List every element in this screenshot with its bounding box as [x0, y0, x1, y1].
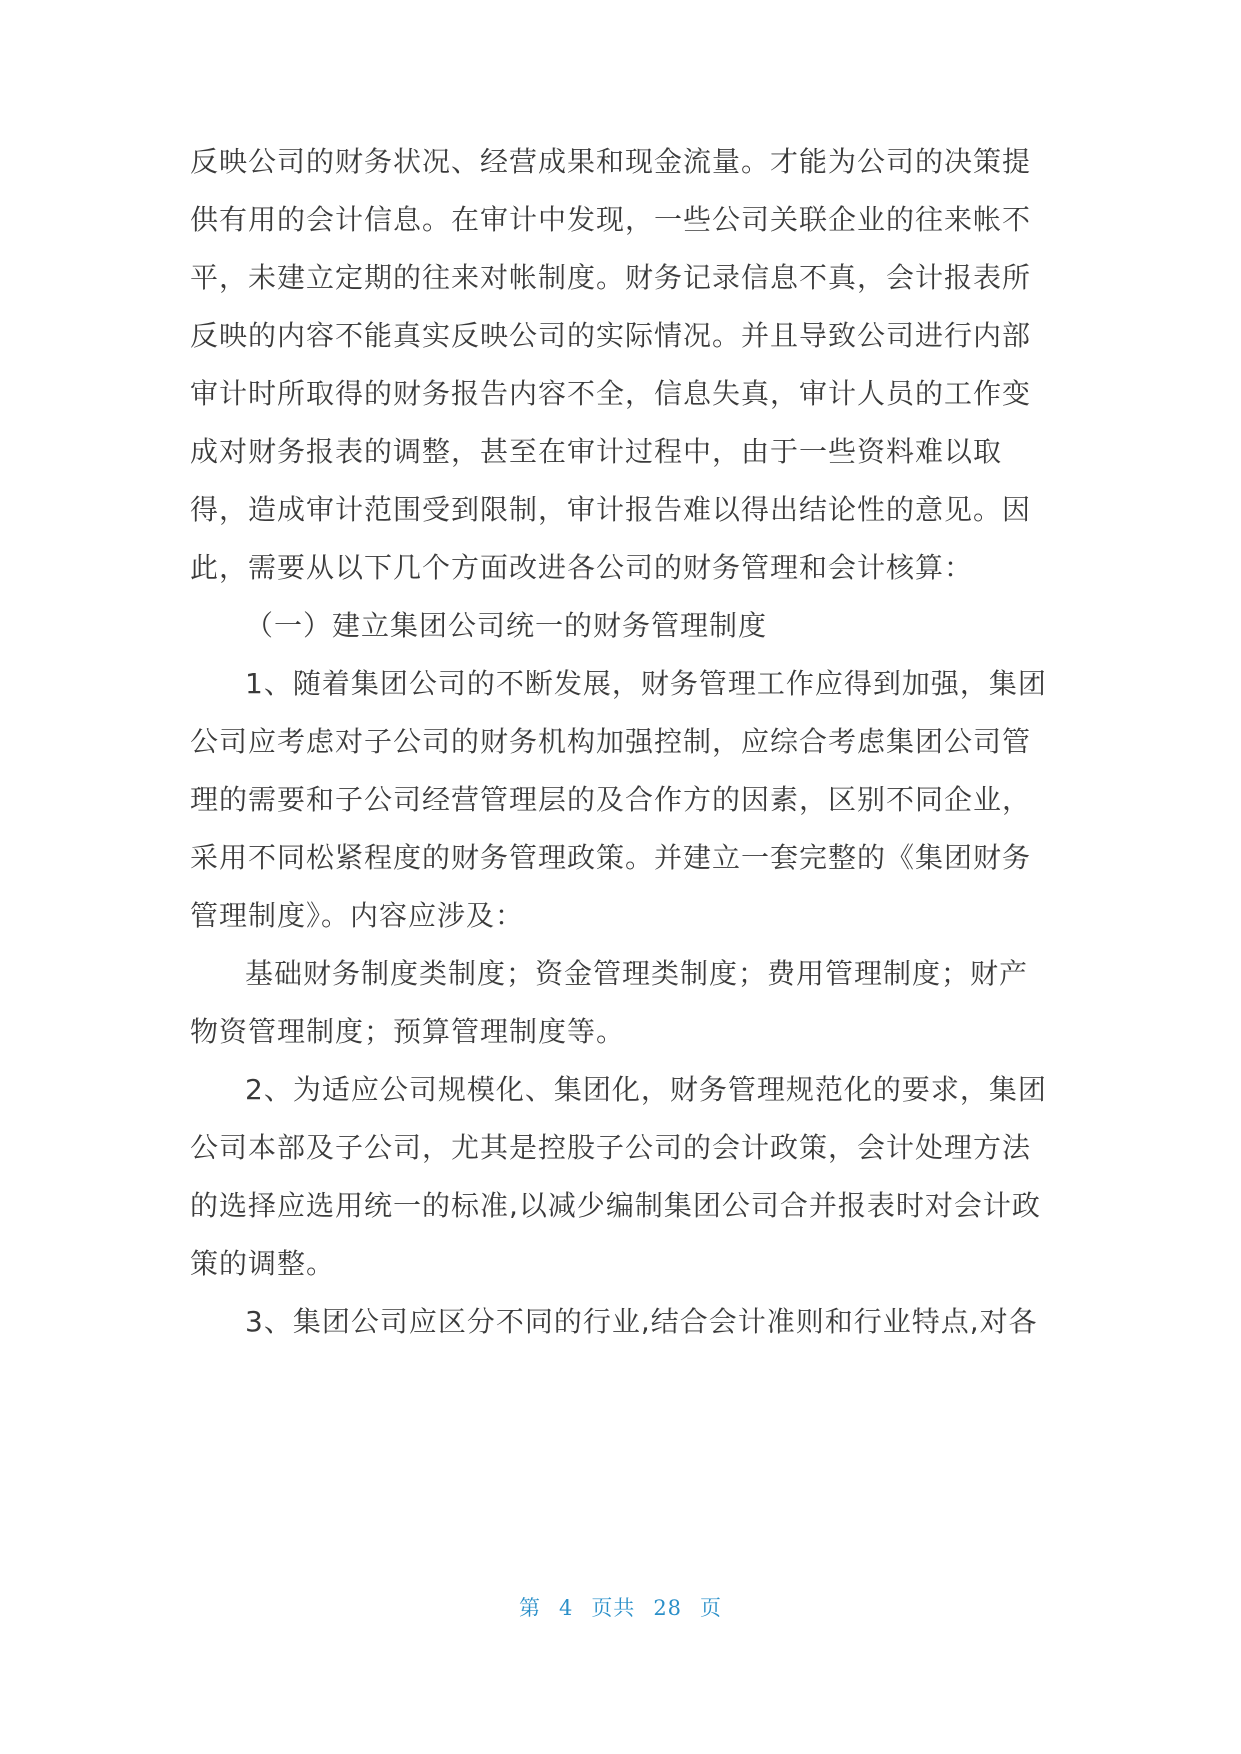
body-line-12: 理的需要和子公司经营管理层的及合作方的因素，区别不同企业， [190, 783, 1032, 816]
total-pages-number: 28 [653, 1596, 683, 1620]
body-line-13: 采用不同松紧程度的财务管理政策。并建立一套完整的《集团财务 [190, 841, 1032, 874]
body-line-20: 策的调整。 [190, 1247, 336, 1280]
body-line-1: 反映公司的财务状况、经营成果和现金流量。才能为公司的决策提 [190, 145, 1032, 178]
body-line-19: 的选择应选用统一的标准,以减少编制集团公司合并报表时对会计政 [190, 1189, 1041, 1222]
body-line-21: 3、集团公司应区分不同的行业,结合会计准则和行业特点,对各 [245, 1305, 1038, 1338]
body-line-18: 公司本部及子公司，尤其是控股子公司的会计政策，会计处理方法 [190, 1131, 1032, 1164]
footer-prefix: 第 [518, 1596, 541, 1620]
body-line-15: 基础财务制度类制度；资金管理类制度；费用管理制度；财产 [245, 957, 1029, 990]
footer-middle: 页共 [591, 1596, 636, 1620]
body-line-8: 此，需要从以下几个方面改进各公司的财务管理和会计核算： [190, 551, 974, 584]
current-page-number: 4 [558, 1596, 574, 1620]
body-line-16: 物资管理制度；预算管理制度等。 [190, 1015, 626, 1048]
body-line-11: 公司应考虑对子公司的财务机构加强控制，应综合考虑集团公司管 [190, 725, 1032, 758]
body-line-3: 平，未建立定期的往来对帐制度。财务记录信息不真，会计报表所 [190, 261, 1032, 294]
body-line-10: 1、随着集团公司的不断发展，财务管理工作应得到加强，集团 [245, 667, 1047, 700]
body-line-4: 反映的内容不能真实反映公司的实际情况。并且导致公司进行内部 [190, 319, 1032, 352]
footer-suffix: 页 [700, 1596, 723, 1620]
body-line-14: 管理制度》。内容应涉及： [190, 899, 525, 932]
body-line-17: 2、为适应公司规模化、集团化，财务管理规范化的要求，集团 [245, 1073, 1047, 1106]
body-line-5: 审计时所取得的财务报告内容不全，信息失真，审计人员的工作变 [190, 377, 1032, 410]
page-footer [0, 1592, 1241, 1622]
body-line-2: 供有用的会计信息。在审计中发现，一些公司关联企业的往来帐不 [190, 203, 1032, 236]
body-line-6: 成对财务报表的调整，甚至在审计过程中，由于一些资料难以取 [190, 435, 1003, 468]
section-heading: （一）建立集团公司统一的财务管理制度 [245, 609, 768, 642]
body-line-7: 得，造成审计范围受到限制，审计报告难以得出结论性的意见。因 [190, 493, 1032, 526]
